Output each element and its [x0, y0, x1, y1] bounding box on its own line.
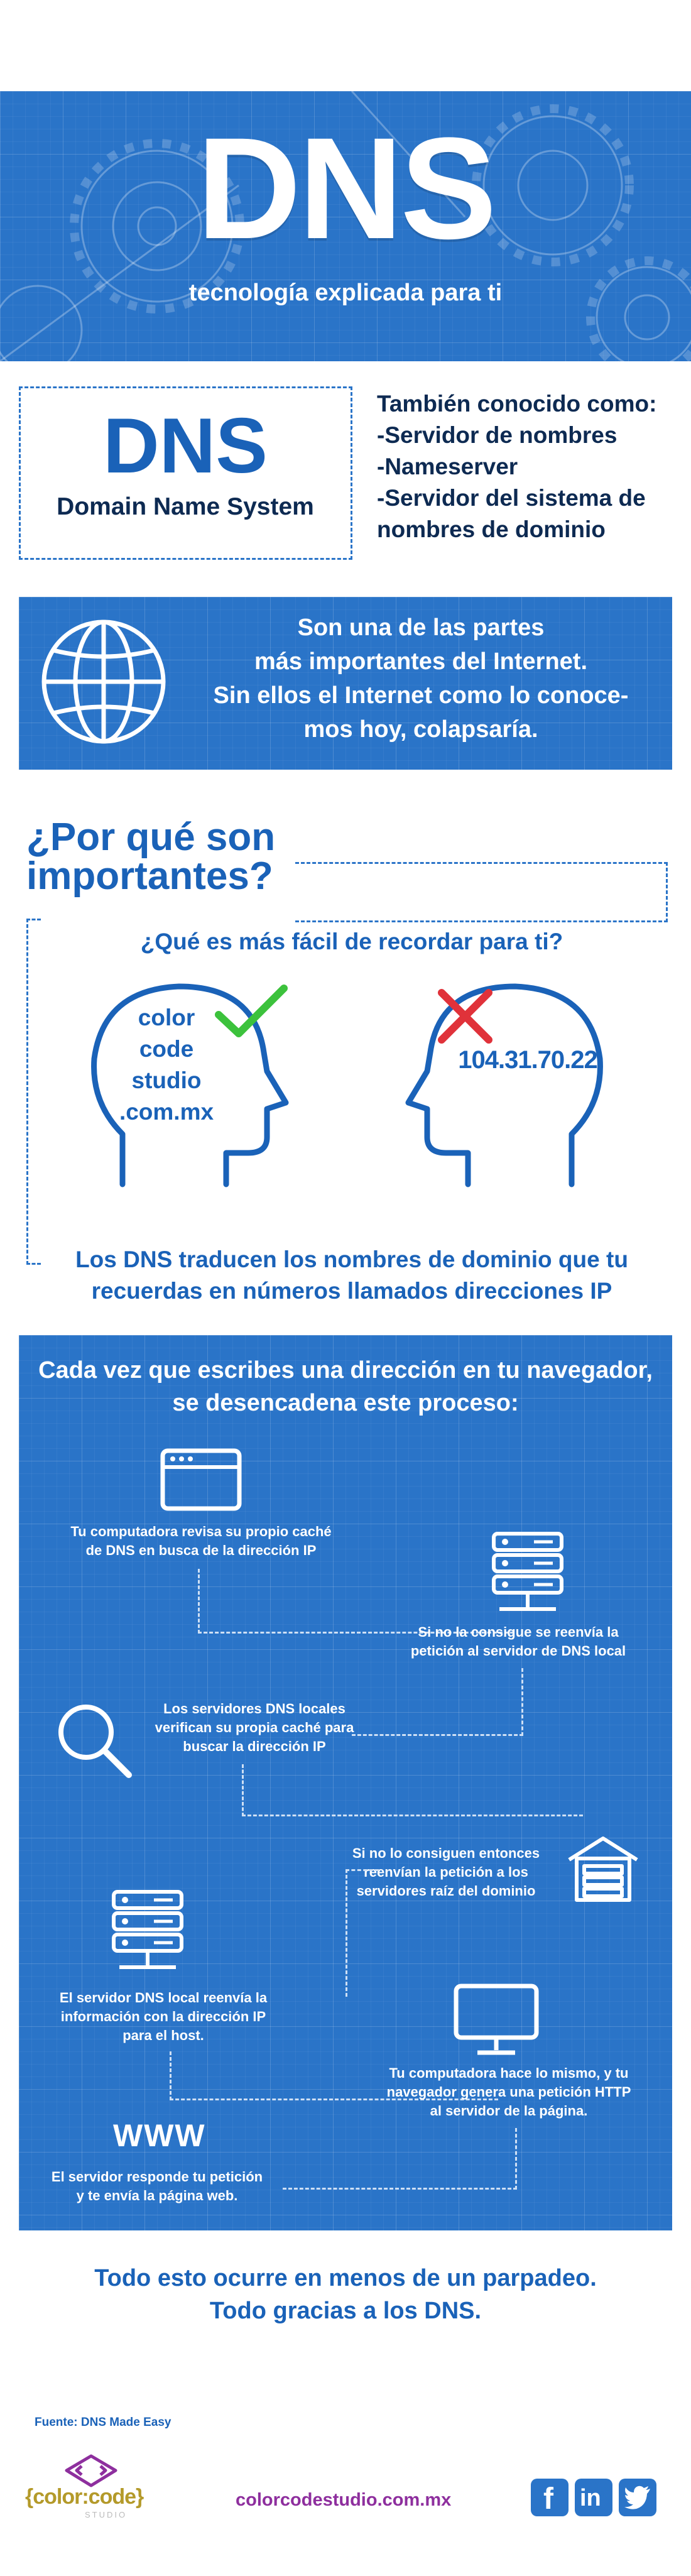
step-5-line-1: El servidor DNS local reenvía la: [59, 1990, 268, 2006]
connector-2: [352, 1668, 523, 1736]
connector-6: [283, 2128, 517, 2190]
step-7-line-2: y te envía la página web.: [76, 2188, 238, 2203]
closing-line-2: Todo gracias a los DNS.: [209, 2298, 482, 2324]
alias-4: nombres de dominio: [377, 516, 606, 542]
domain-line-4: .com.mx: [119, 1099, 214, 1125]
step-2-line-2: petición al servidor de DNS local: [410, 1643, 626, 1659]
browser-window-icon: [160, 1448, 242, 1511]
definition-acronym: DNS: [103, 403, 268, 489]
step-3-line-2: verifican su propia caché para: [155, 1720, 354, 1735]
step-1-line-2: de DNS en busca de la dirección IP: [85, 1542, 317, 1558]
step-7-line-1: El servidor responde tu petición: [51, 2169, 263, 2185]
head-right-icon: [402, 977, 616, 1191]
step-6-line-1: Tu computadora hace lo mismo, y tu: [389, 2065, 629, 2081]
linkedin-button[interactable]: [575, 2479, 612, 2516]
alias-1: -Servidor de nombres: [377, 422, 618, 448]
monitor-icon: [452, 1982, 540, 2058]
connector-4: [346, 1869, 379, 1997]
internet-line-3: Sin ellos el Internet como lo conoce-: [213, 682, 629, 709]
domain-line-3: studio: [131, 1067, 202, 1093]
twitter-icon: [624, 2485, 651, 2510]
alias-3: -Servidor del sistema de: [377, 485, 646, 511]
website-link[interactable]: colorcodestudio.com.mx: [236, 2490, 452, 2510]
server-stack-icon: [490, 1530, 565, 1618]
logo-subtext: STUDIO: [85, 2510, 128, 2519]
ip-address: 104.31.70.22: [458, 1046, 597, 1074]
internet-line-2: más importantes del Internet.: [254, 648, 587, 675]
twitter-button[interactable]: [619, 2479, 656, 2516]
datacenter-icon: [565, 1835, 641, 1904]
brand-logo: [25, 2453, 160, 2523]
domain-line-1: color: [138, 1005, 195, 1030]
logo-mark-icon: [63, 2453, 119, 2488]
process-intro-line-1: Cada vez que escribes una dirección en tu navegador,: [38, 1357, 653, 1384]
facebook-button[interactable]: [531, 2479, 569, 2516]
cross-icon: [435, 986, 495, 1046]
step-6-line-2: navegador genera una petición HTTP: [386, 2084, 631, 2100]
aka-heading: También conocido como:: [377, 391, 657, 417]
linkedin-icon: in: [580, 2485, 601, 2511]
internet-line-4: mos hoy, colapsaría.: [303, 716, 538, 743]
step-4-line-3: servidores raíz del dominio: [356, 1883, 536, 1899]
why-heading-line2: importantes?: [26, 854, 273, 898]
hero-banner: [0, 91, 691, 361]
step-4-line-1: Si no lo consiguen entonces: [352, 1845, 540, 1861]
step-4-line-2: reenvían la petición a los: [364, 1864, 528, 1880]
magnifier-icon: [53, 1700, 135, 1781]
step-3-line-3: buscar la dirección IP: [183, 1738, 326, 1754]
logo-text: {color:code}: [25, 2485, 144, 2509]
process-intro-line-2: se desencadena este proceso:: [172, 1390, 519, 1416]
globe-icon: [38, 616, 170, 748]
local-server-icon: [110, 1888, 185, 1976]
www-icon: WWW: [113, 2118, 206, 2153]
facebook-icon: f: [543, 2482, 553, 2516]
step-3-line-1: Los servidores DNS locales: [163, 1701, 346, 1716]
internet-banner: [19, 597, 672, 770]
definition-full-name: Domain Name System: [57, 493, 314, 520]
alias-2: -Nameserver: [377, 454, 518, 479]
why-dashed-frame-left: [26, 919, 41, 1265]
step-6-line-3: al servidor de la página.: [430, 2103, 588, 2119]
hero-subtitle: tecnología explicada para ti: [188, 280, 503, 306]
connector-3: [242, 1764, 583, 1816]
domain-line-2: code: [139, 1036, 194, 1062]
hero-title: DNS: [197, 107, 494, 269]
internet-line-1: Son una de las partes: [297, 614, 545, 641]
step-5-line-2: información con la dirección IP: [60, 2009, 266, 2024]
translate-line-1: Los DNS traducen los nombres de dominio que tu: [75, 1247, 628, 1272]
step-1-line-1: Tu computadora revisa su propio caché: [70, 1524, 332, 1539]
source-credit: Fuente: DNS Made Easy: [35, 2416, 171, 2429]
step-2-line-1: Si no la consigue se reenvía la: [418, 1624, 619, 1640]
process-panel: [19, 1335, 672, 2230]
why-heading-line1: ¿Por qué son: [26, 816, 276, 859]
translate-line-2: recuerdas en números llamados direcciones IP: [91, 1278, 612, 1304]
check-icon: [214, 983, 289, 1040]
why-dashed-frame-top: [295, 862, 668, 922]
step-5-line-3: para el host.: [122, 2028, 204, 2043]
closing-line-1: Todo esto ocurre en menos de un parpadeo.: [94, 2265, 597, 2291]
why-question: ¿Qué es más fácil de recordar para ti?: [140, 929, 563, 954]
